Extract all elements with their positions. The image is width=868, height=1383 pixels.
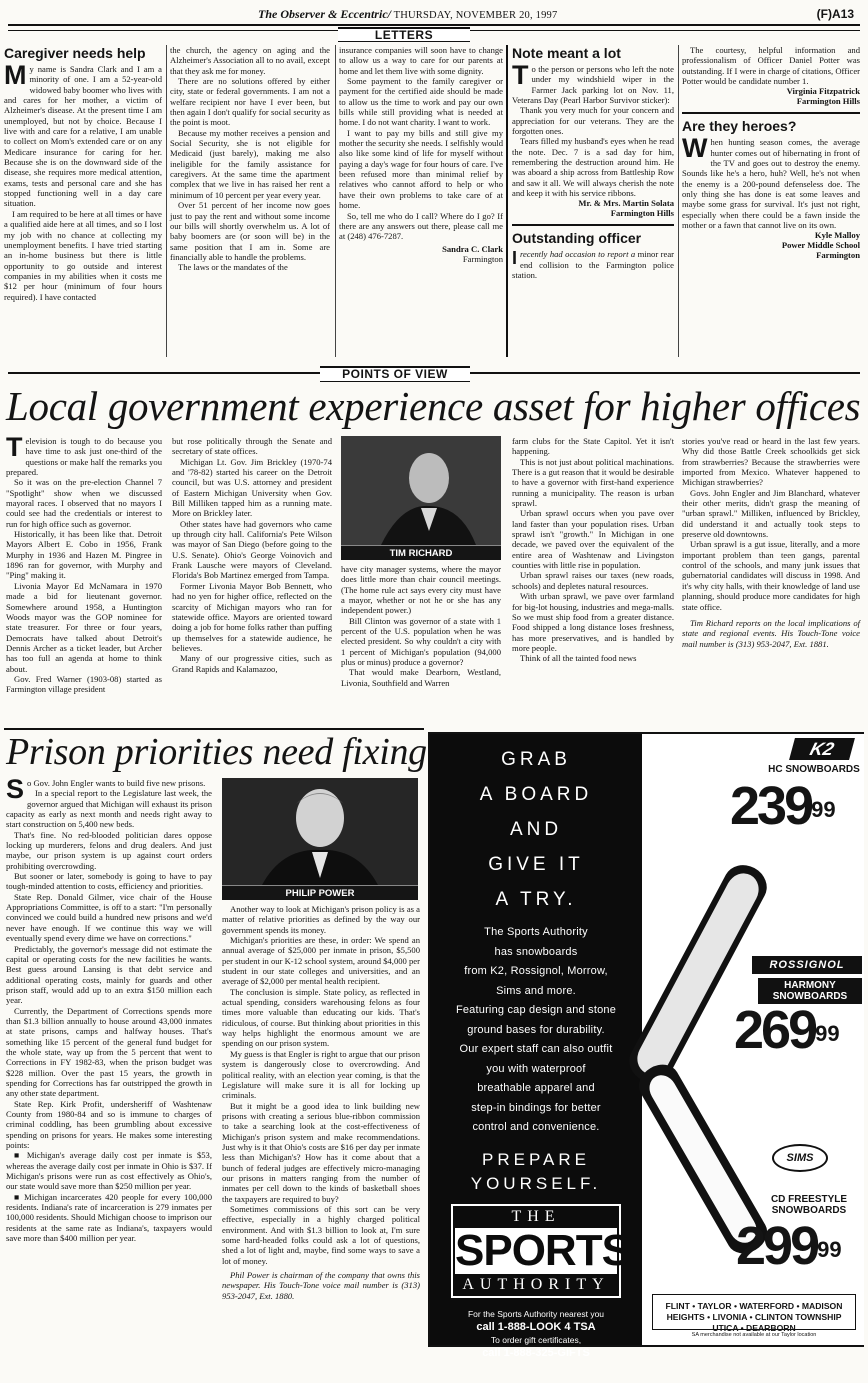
officer-dropcap: I [512,248,518,269]
pov-para: Urban sprawl is a gut issue, literally, and a more important problem than teen gangs, parental control of the schools, and many junk issues that gubernatorial candidates will discuss in 1998. And it's why city halls, with their knowledge of land use planning, should produce more candidates for high state office. [682,539,860,612]
heroes-school: Power Middle School [781,240,860,251]
pov-para: elevision is tough to do because you have time to ask just one-third of the questions or make half the remarks you prepared. [6,436,162,478]
pov-para: Livonia Mayor Ed McNamara in 1970 made a bid for lieutenant governor. Somewhere around 1958, a Huntington Woods mayor was the GOP nominee for state treasurer. For three or four years, Democrats have talked about Detroit's Dennis Archer as a ticket leader, but Archer has too full an agenda at home to think about. [6,580,162,674]
ad-body-line: you with waterproof [486,1062,586,1075]
pov-para: Michigan Lt. Gov. Jim Brickley (1970-74 and '78-82) started his career on the Detroit council, but was U.S. attorney and president of Eastern Michigan University when Gov. Bill Milliken tapped him as a running mate. More on Brickley later. [172,456,332,519]
column-divider [166,45,167,357]
price-cents: 99 [817,1237,842,1262]
sports-authority-logo [451,1204,630,1298]
price-cents: 99 [815,1021,840,1046]
column-divider [678,45,679,357]
prison-para: Predictably, the governor's message did not estimate the capital or operating costs for the new facilities he wants. Best guess around Lansing is that debt service and additional operating costs, mainly for guards and other prison staff, would add up to an extra $150 million each year. [6,943,212,1006]
prison-headline: Prison priorities need fixing [6,731,427,773]
location-line: FLINT • TAYLOR • WATERFORD • MADISON [665,1301,843,1311]
section-rule [682,112,860,114]
note-signature: Mr. & Mrs. Martin Solata [578,198,674,209]
pov-col1 [6,432,162,726]
pov-para: With urban sprawl, we pave over farmland for big-lot housing, industries and mega-malls. So we must ship food from a greater distance. Food shipped a long distance loses freshness, has more preservatives, and is handled by more people. [512,591,674,653]
store-phone: call 1-888-LOOK 4 TSA [476,1320,596,1333]
pov-para: That would make Dearborn, Westland, Livonia, Southfield and Warren [341,667,501,688]
caregiver-para: I want to pay my bills and still give my mother the security she needs. I selfishly would also like some kind of life for myself without paying a day's wage for four hours of care. I've been refused more than minimal relief by relatives who cannot afford to help or who have their own problems to take care of at home. [339,127,503,211]
photo-caption: TIM RICHARD [341,545,501,560]
price-cents: 99 [811,797,836,822]
courtesy-letter [682,45,860,357]
product-price [734,1002,840,1058]
pov-para: but rose politically through the Senate and secretary of state offices. [172,436,332,457]
note-town: Farmington Hills [610,208,674,219]
ad-prepare-line: YOURSELF. [470,1173,602,1193]
heroes-town: Farmington [816,250,860,261]
pov-col4 [512,436,674,726]
product-name: HC SNOWBOARDS [768,764,860,775]
pov-col2 [172,436,332,726]
logo-the: THE [511,1207,561,1225]
caregiver-para: y name is Sandra Clark and I am a minority of one. I am a 52-year-old widowed baby boomer who lives with and cares for her mother, a victim of Alzheimer's disease. At the present time I am unemployed, but not by choice. Because I live with and care for a relative, I am unable to collect on Mom's extended care or on any Medicare insurance for caring for her. Because she is on the downward side of the disease, she requires more medical attention, exams, tests and personal care and she has stopped functioning well in a day care situation. [4,64,162,209]
note-para: Tears filled my husband's eyes when he read the note. Dec. 7 is a sad day for him, remembering the destruction around him. He was aboard a ship across from Battleship Row and saw it all. We will always cherish the note and keep it with his service ribbons. [512,136,674,199]
prison-para: My guess is that Engler is right to argue that our prison system is dangerously close to overcrowding. And political reality, with an election year coming, is that the Legislature will make sure it is all for locking up criminals. [222,1048,420,1101]
ad-body-line: Sims and more. [496,984,576,997]
note-headline: Note meant a lot [512,45,621,61]
pov-para: Former Livonia Mayor Bob Bennett, who had no yen for higher office, reflected on the scarcity of Michigan mayors who ran for statewide office. Mayors are oriented toward doing a job for home folks rather than puffing up themselves for a statewide audience, he believes. [172,580,332,653]
prison-dropcap: S [6,774,25,804]
masthead [8,4,860,26]
pov-para: Historically, it has been like that. Detroit Mayors Albert E. Cobo in 1956, Frank Murphy in 1936 and Hazen M. Pingree in 1896 ran for governor, with Murphy and "Ping" making it. [6,529,162,581]
store-locations [652,1294,856,1333]
caregiver-para: So, tell me who do I call? Where do I go? If there are any answers out there, please call me at (248) 476-7287. [339,210,503,242]
pov-para: Urban sprawl raises our taxes (new roads, schools) and depletes natural resources. [512,570,674,591]
caregiver-letter-col3 [339,45,503,357]
pov-para: Bill Clinton was governor of a state with 1 percent of the U.S. population when he was elected president. So why couldn't a city with 1 percent of Michigan's population (94,000 plus or minus) produce a governor? [341,615,501,668]
caregiver-para: Some payment to the family caregiver or payment for the certified aide should be made to allow us the time to work and pay our own bills while still providing what is needed at home. I do not want charity. I want to work. [339,76,503,128]
caregiver-para: The laws or the mandates of the [178,262,288,273]
officer-text: minor rear end collision to the Farmington police station. [512,249,675,281]
price-dollars: 269 [734,1000,816,1060]
prison-para: Another way to look at Michigan's prison policy is as a matter of relative priorities as defined by the way our government spends its money. [222,904,420,935]
caregiver-letter-col1 [4,45,162,357]
gift-phone: call 1-888-325-GIFTS [482,1346,590,1359]
philip-power-photo [222,778,418,900]
pov-para: Many of our progressive cities, such as Grand Rapids and Kalamazoo, [172,653,332,674]
pov-para: So it was on the pre-election Channel 7 "Spotlight" show when we discussed mayoral races. I observed that no mayors I could see had the credentials or interest to run for high office such as governor. [6,477,162,529]
prison-col2 [222,904,420,1378]
prison-para: Currently, the Department of Corrections spends more than $1.3 billion annually to house around 43,000 inmates at state prisons, camps and halfway houses. That's something like 15 percent of the general fund budget for the whole state, way up from the 5 percent that went to Corrections in FY 1982-83, when the prison budget was $228 million. Over the past 15 years, the growth in spending for Corrections has far outstripped the growth in any other state department. [6,1005,212,1099]
ad-body-line: breathable apparel and [477,1082,595,1094]
courtesy-para: The courtesy, helpful information and professionalism of Officer Daniel Potter was outstanding. If I were in charge of citations, Officer Potter would be candidate number 1. [682,45,860,87]
ad-products-panel [642,734,864,1345]
pov-dropcap: T [6,432,23,462]
caregiver-para: the church, the agency on aging and the Alzheimer's Association all to no avail, except that they ask me for money. [170,45,330,76]
ad-body-line: step-in bindings for better [471,1101,601,1114]
price-dollars: 239 [730,776,812,836]
location-line: UTICA • DEARBORN [712,1323,796,1333]
issue-date: THURSDAY, NOVEMBER 20, 1997 [390,10,558,21]
pov-headline: Local government experience asset for higher offices [6,383,861,429]
caregiver-para: I am required to be here at all times or have a qualified aide here at all times, and so I lost my job with no chance at collecting my unemployment benefits. I have tried starting an in-home business but there is little opportunity to go outside and interest companies in my abilities when it costs me $12 per hour (minimum of four hours required). I have contacted [4,208,162,302]
caregiver-letter-col2 [170,45,330,357]
ad-headline-line: A BOARD [479,784,593,805]
product-price [730,778,836,834]
caregiver-para: Because my mother receives a pension and Social Security, she is not eligible for Medicaid (just barely), making me also ineligible for the family assistance for caregivers. At the same time the apartment complex that we live in has raised her rent a minimum of 10 percent per year every year. [170,127,330,200]
heroes-headline: Are they heroes? [682,118,797,135]
ad-prepare-line: PREPARE [482,1149,590,1169]
heroes-signature: Kyle Malloy [814,230,860,241]
ad-contact-line: For the Sports Authority nearest you [467,1308,605,1319]
caregiver-para: insurance companies will soon have to change to allow us a way to care for our parents at home and let them live with some dignity. [339,45,503,76]
ad-headline-line: AND [509,819,563,840]
ad-body-line: Featuring cap design and stone [455,1004,617,1016]
ad-body-line: ground bases for durability. [467,1023,605,1036]
caregiver-para: There are no solutions offered by either city, state or federal governments. I am not a welfare recipient nor have I ever been, but then again I don't qualify for social security as the point is moot. [170,76,330,128]
ad-headline-line: A TRY. [495,889,577,910]
ad-contact [430,1308,642,1360]
prison-para: o Gov. John Engler wants to build five new prisons. [27,778,206,788]
ad-headline-line: GRAB [501,749,571,770]
pov-col5 [682,436,860,726]
prison-para: The conclusion is simple. State policy, as reflected in actual spending, considers warehousing felons as four times more valuable than educating our kids. That's ridiculous, of course. But thinking about priorities in this way helps highlight the enormous amount we are spending on our prison system. [222,986,420,1049]
pov-para: Urban sprawl occurs when you pave over land faster than your population rises. Urban sprawl isn't "growth." In Michigan in one decade, we paved over the equivalent of the entire area of Washtenaw and Livingston counties with little rise in population. [512,508,674,571]
pov-para: Gov. Fred Warner (1903-08) started as Farmington village president [6,673,162,695]
prison-para: State Rep. Donald Gilmer, vice chair of the House Appropriations Committee, is off to a start: "I'm personally convinced we could build a hundred new prisons and we'd never have enough. If we continue this way we will eventually spend every dime we have on corrections." [6,891,212,944]
pov-para: Other states have had governors who came up through city hall. California's Pete Wilson was mayor of San Diego (before going to the U.S. Senate). Ohio's George Voinovich and Frank Lausche were mayors of Cleveland. Florida's Bob Martinez emerged from Tampa. [172,518,332,581]
sims-logo: SIMS [772,1144,828,1172]
ad-body-copy [430,923,642,1138]
location-line: HEIGHTS • LIVONIA • CLINTON TOWNSHIP [666,1312,842,1322]
page-number: (F)A13 [816,7,854,21]
tim-richard-photo [341,436,501,560]
pov-para: Govs. John Engler and Jim Blanchard, whatever their other merits, didn't grasp the meaning of "urban sprawl." Milliken, influenced by Brickley, did understand it and actually took steps to preserve old downtowns. [682,487,860,540]
pov-para: farm clubs for the State Capitol. Yet it isn't happening. [512,436,674,457]
k2-logo: K2 [789,738,855,760]
officer-headline: Outstanding officer [512,230,642,247]
product-name: CD FREESTYLE SNOWBOARDS [770,1194,848,1216]
courtesy-town: Farmington Hills [796,96,860,107]
ad-body-line: control and convenience. [472,1121,600,1133]
caregiver-headline: Caregiver needs help [4,45,146,61]
ad-body-line: The Sports Authority [484,926,588,938]
courtesy-signature: Virginia Fitzpatrick [786,86,860,97]
prison-para: Sometimes commissions of this sort can be very effective, especially in a highly charged political environment. And with $1.3 billion to look at, I'm sure some hard-headed folks could ask a lot of questions, shed a lot of light and, maybe, find some ways to save a lot of money. [222,1203,420,1266]
caregiver-signature: Sandra C. Clark [442,243,503,254]
ad-body-line: has snowboards [494,945,578,958]
ad-prepare [430,1148,642,1196]
caregiver-para: Over 51 percent of her income now goes just to pay the rent and without some income our bills will shortly overwhelm us. A lot of baby boomers are (or soon will be) in the same position that I am in. Some are financially able to handle the problems. [170,200,330,262]
prison-para: ■ Michigan incarcerates 420 people for every 100,000 residents. Indiana's rate of incarceration is 279 inmates per 100,000 residents. Should Michigan choose to imprison our residents at the same rate as Indiana's, taxpayers would save more than $400 million per year. [6,1191,212,1244]
pov-col3 [341,564,501,726]
pov-para: stories you've read or heard in the last few years. Why did those Battle Creek schoolkids get sick from strawberries? Because the strawberries were imported from Mexico. Whatever happened to Michigan strawberries? [682,436,860,488]
prison-para: In a special report to the Legislature last week, the governor argued that Michigan will exhaust its prison capacity as early as next month and needs right away to start construction on 5,400 new beds. [6,788,212,830]
product-price [736,1218,842,1274]
prison-para: But it might be a good idea to link building new prisons with creating a serious blue-ribbon commission to take a searching look at the cost-effectiveness of Michigan's prison system and make recommendations. Just why is it that Ohio's costs are $16 per day per inmate less than Michigan's? How has it come about that a bunch of federal judges are effectively micro-managing our prisons in matters ranging from the number of inmates per cell down to the kinds of basketball shoes the taxpayers are required to buy? [222,1100,420,1204]
prison-para: State Rep. Kirk Profit, undersheriff of Washtenaw County from 1980-84 and so is immune to charges of criminal coddling, has been grumbling about excessive spending on prisons for years. He makes some interesting points: [6,1098,212,1151]
price-dollars: 299 [736,1216,818,1276]
ad-body-line: from K2, Rossignol, Morrow, [464,965,608,977]
note-letter [512,45,674,357]
sports-authority-ad [428,732,864,1359]
section-rule [512,224,674,226]
pov-tagline: Tim Richard reports on the local implications of state and regional events. His Touch-Tone voice mail number is (313) 953-2047, Ext. 1881. [682,617,860,649]
column-divider [335,45,336,357]
pov-para: This is not just about political machinations. There is a gut reason that it would be desirable to have a governor with first-hand experience running a municipality. The reason is urban sprawl. [512,456,674,509]
caregiver-dropcap: M [4,60,27,90]
ad-headline [430,742,642,917]
prison-para: ■ Michigan's average daily cost per inmate is $53, whereas the average daily cost per inmate in Ohio is $37. If Michigan's prisons were run as cost effectively as Ohio's, our state would save more than $250 million per year. [6,1150,212,1192]
note-para: o the person or persons who left the note under my windshield wiper in the Farmer Jack parking lot on Nov. 11, Veterans Day (Pearl Harbor Survivor sticker): [512,64,674,106]
prison-para: That's fine. No red-blooded politician dares oppose locking up murderers, felons and drug dealers. And just maybe, our prison system is up against court orders prohibiting overcrowding. [6,829,212,871]
portrait-image [341,436,501,545]
pov-para: have city manager systems, where the mayor does little more than chair council meetings. (The home rule act says every city must have a mayor, whether or not he or she has any independent power.) [341,564,501,616]
ad-body-line: Our expert staff can also outfit [459,1043,613,1055]
heroes-dropcap: W [682,133,708,164]
officer-lead: recently had occasion to report a [520,249,636,260]
prison-col1 [6,774,212,1378]
note-para: Thank you very much for your concern and appreciation for our veterans. They are the forgotten ones. [512,105,674,137]
ad-copy-panel [430,734,642,1359]
prison-tagline: Phil Power is chairman of the company that owns this newspaper. His Touch-Tone voice mail number is (313) 953-2047, Ext. 1880. [222,1270,420,1301]
portrait-image [222,778,418,885]
ad-contact-line: To order gift certificates, [490,1334,582,1345]
ad-headline-line: GIVE IT [488,854,584,875]
letters-divider-thick [506,45,508,357]
heroes-para: hen hunting season comes, the average hunter comes out of hibernating in front of the TV and goes out to destroy the enemy. Sounds like he's a hero, huh? Well, he's not when the enemy is a 200-pound defenseless doe. The only thing she has done is eat some leaves and maybe some grass for survival. It's just not right, especially when there could be a fawn inside the mother or a fawn that cannot live on its own. [682,137,860,231]
photo-caption: PHILIP POWER [222,885,418,900]
prison-para: But sooner or later, somebody is going to have to pay tough-minded attention to costs, efficiency and priorities. [6,871,212,892]
logo-sports: SPORTS [455,1225,630,1275]
letters-section-label: LETTERS [338,27,470,42]
product-name: HARMONY SNOWBOARDS [758,978,862,1004]
paper-name: The Observer & Eccentric/ THURSDAY, NOVEMBER 20, 1997 [258,7,558,21]
prison-para: Michigan's priorities are these, in order: We spend an annual average of $25,000 per inmate in prison, $5,500 per student in our K-12 school system, around $4,000 per student in our state colleges and universities, and an average of $2,000 per mental health recipient. [222,935,420,987]
caregiver-town: Farmington [462,253,503,264]
logo-authority: AUTHORITY [462,1275,610,1293]
pov-para: Think of all the tainted food news [520,653,637,664]
ad-fine-print: SA merchandise not available at our Taylor location [691,1332,817,1338]
pov-section-label: POINTS OF VIEW [320,366,470,382]
note-dropcap: T [512,60,529,90]
rossignol-logo: ROSSIGNOL [752,956,862,974]
